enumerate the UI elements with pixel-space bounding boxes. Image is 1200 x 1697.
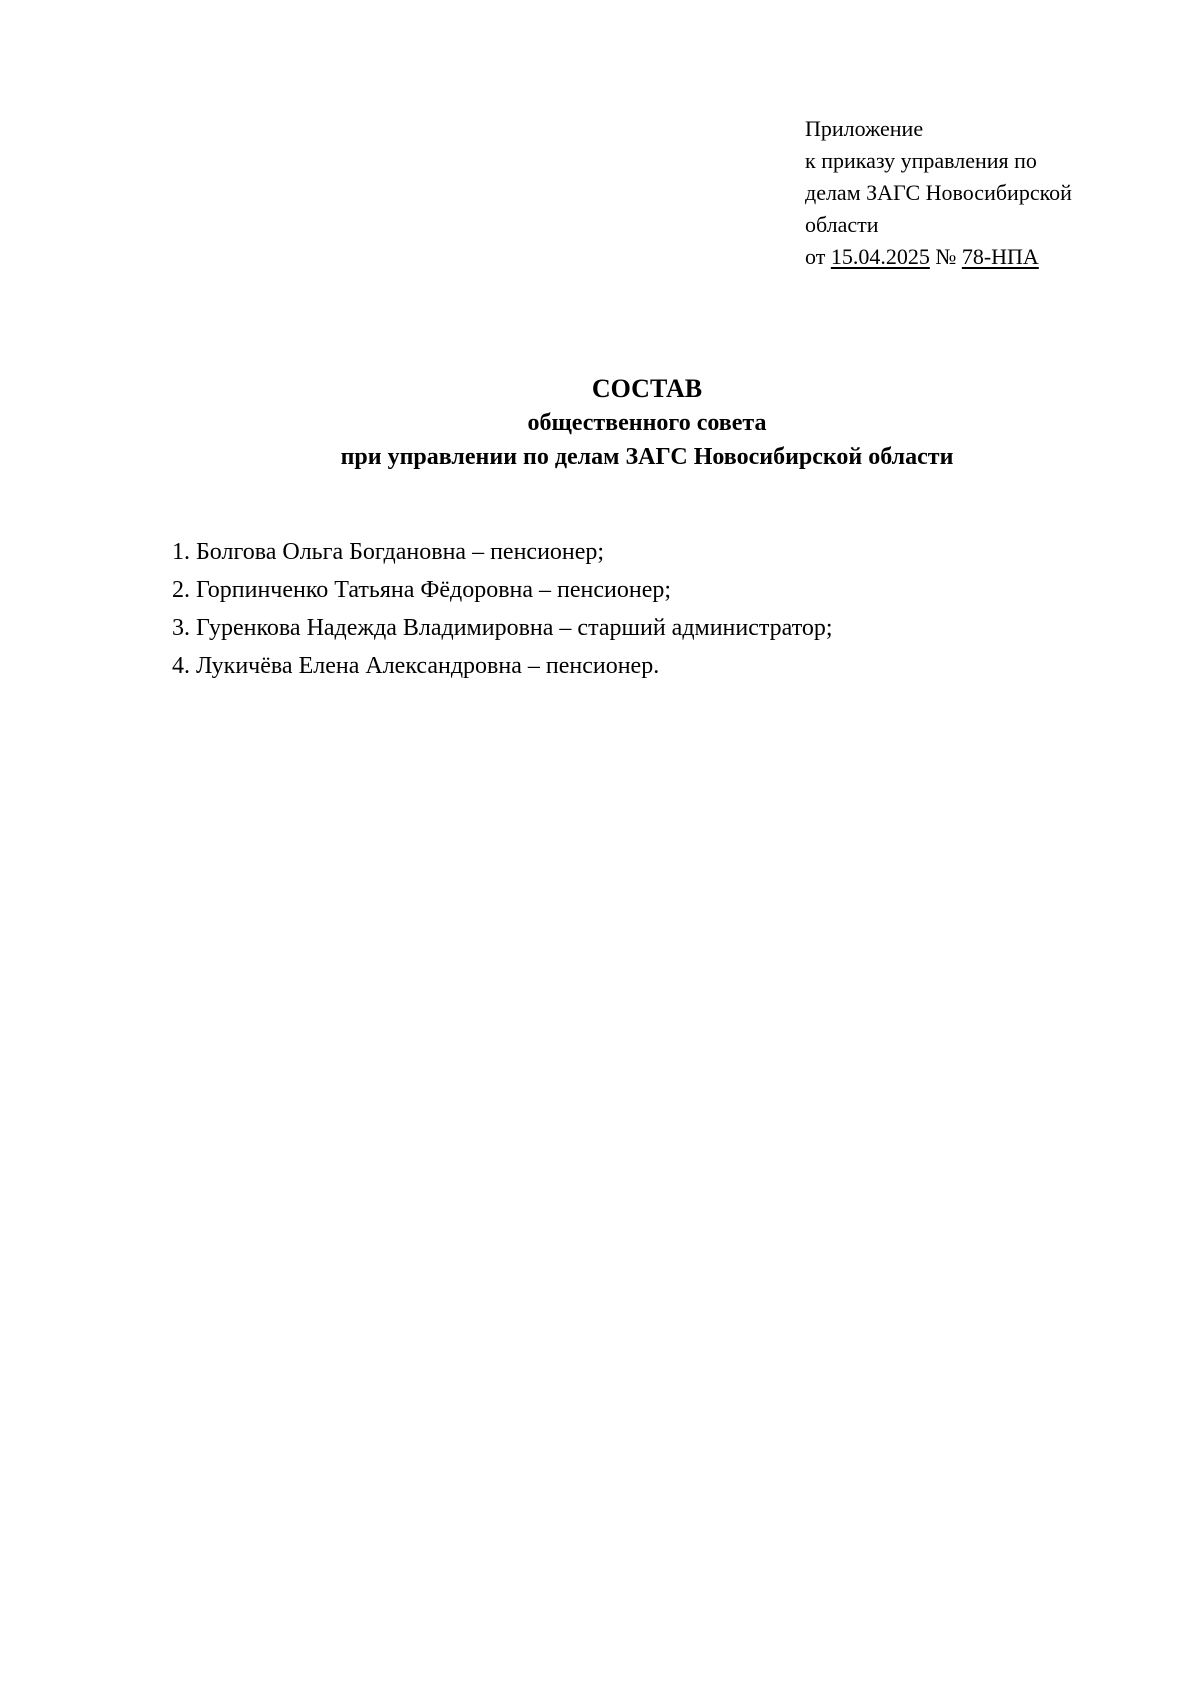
- members-list: [172, 533, 833, 685]
- number-prefix: №: [929, 244, 962, 269]
- list-item: 1. Болгова Ольга Богдановна – пенсионер;: [172, 539, 605, 565]
- order-number: 78-НПА: [961, 244, 1039, 269]
- title-main: СОСТАВ: [591, 374, 703, 403]
- document-title: [0, 372, 1200, 474]
- appendix-department: делам ЗАГС Новосибирской: [805, 180, 1072, 205]
- appendix-region: области: [805, 212, 879, 237]
- list-item: 2. Горпинченко Татьяна Фёдоровна – пенсионер;: [172, 577, 672, 603]
- appendix-order-reference: к приказу управления по: [805, 148, 1037, 173]
- list-item: 3. Гуренкова Надежда Владимировна – старший администратор;: [172, 615, 833, 641]
- list-item: 4. Лукичёва Елена Александровна – пенсионер.: [172, 653, 660, 679]
- date-prefix: от: [805, 244, 831, 269]
- appendix-header: [805, 113, 1185, 273]
- order-date: 15.04.2025: [830, 244, 930, 269]
- appendix-date-number: [805, 241, 1185, 273]
- title-council: общественного совета: [527, 410, 767, 436]
- appendix-label: Приложение: [805, 116, 924, 141]
- title-department: при управлении по делам ЗАГС Новосибирской области: [340, 444, 954, 470]
